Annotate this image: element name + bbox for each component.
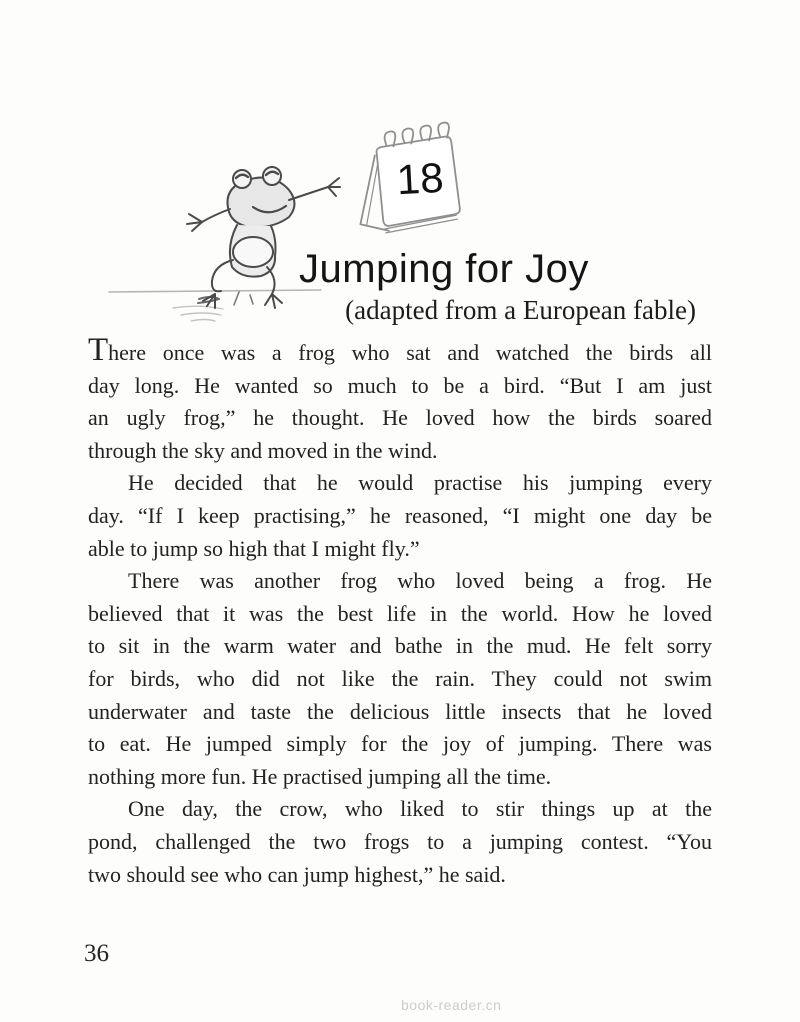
story-line: nothing more fun. He practised jumping all the time.: [88, 763, 552, 789]
story-line: day long. He wanted so much to be a bird. “But I am just: [88, 372, 712, 398]
calendar-day-number: 18: [395, 153, 445, 204]
story-line: day. “If I keep practising,” he reasoned, “I might one day be: [88, 502, 712, 528]
story-line: to sit in the warm water and bathe in the mud. He felt sorry: [88, 633, 712, 659]
story-line: for birds, who did not like the rain. They could not swim: [88, 665, 712, 691]
story-line: He decided that he would practise his jumping every: [128, 470, 712, 496]
drop-cap-letter: T: [88, 332, 109, 368]
story-line: two should see who can jump highest,” he said.: [88, 861, 506, 887]
story-line: underwater and taste the delicious little insects that he loved: [88, 698, 712, 724]
story-body: [88, 334, 712, 891]
watermark: book-reader.cn: [401, 997, 502, 1013]
chapter-title: Jumping for Joy: [299, 247, 589, 291]
story-line: through the sky and moved in the wind.: [88, 437, 438, 463]
story-line: One day, the crow, who liked to stir things up at the: [128, 796, 712, 822]
story-line: There was another frog who loved being a frog. He: [128, 568, 712, 594]
chapter-subtitle: (adapted from a European fable): [345, 295, 696, 325]
story-line: to eat. He jumped simply for the joy of jumping. There was: [88, 731, 712, 757]
page-number: 36: [84, 940, 109, 967]
story-line: There once was a frog who sat and watched the birds all: [88, 332, 712, 368]
story-line: an ugly frog,” he thought. He loved how the birds soared: [88, 405, 712, 431]
story-line: believed that it was the best life in the world. How he loved: [88, 600, 712, 626]
calendar-icon: [336, 114, 468, 240]
story-line: able to jump so high that I might fly.”: [88, 535, 420, 561]
story-line: pond, challenged the two frogs to a jumping contest. “You: [88, 828, 712, 854]
